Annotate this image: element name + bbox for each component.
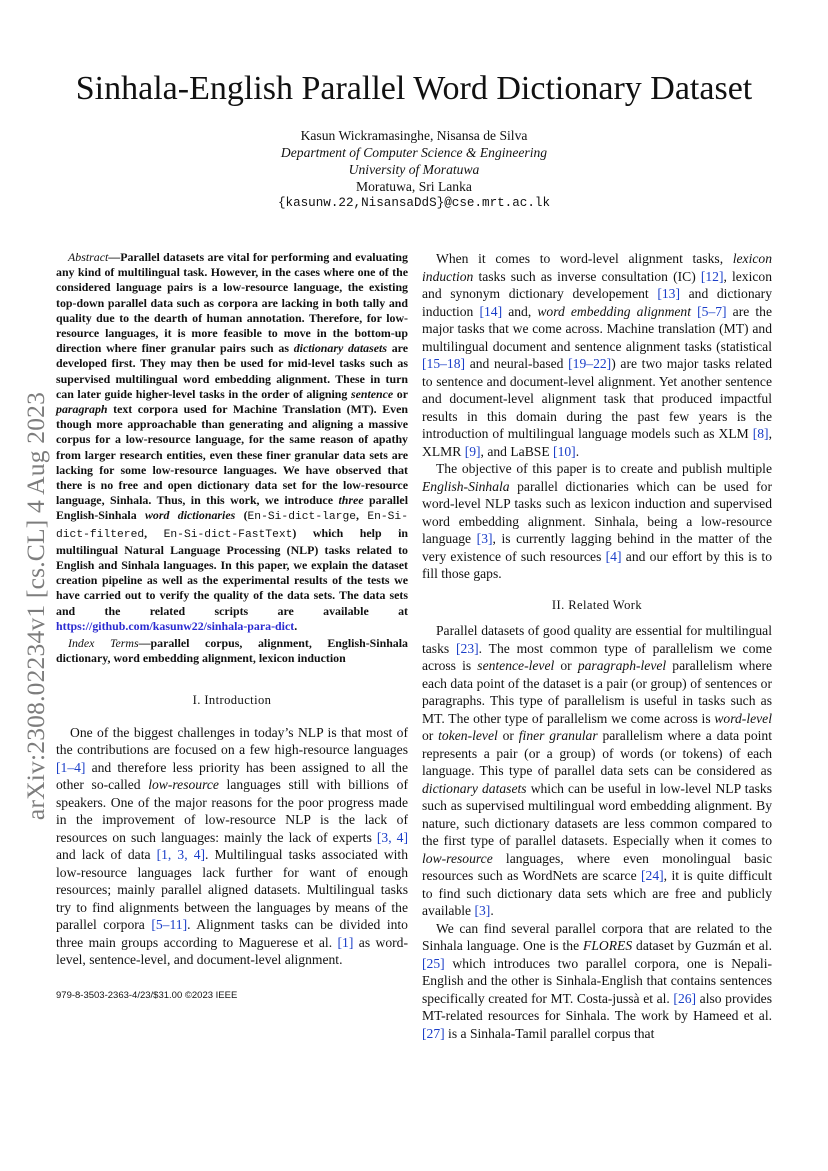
- section-heading-related-work: II. Related Work: [551, 597, 643, 612]
- body-text: parallel dictionaries which can be used for word-level NLP tasks such as lexicon induction and supervised word embedding alignment. Sinhala, being a low-resource language: [422, 478, 772, 546]
- section-heading-introduction: I. Introduction: [192, 693, 272, 708]
- citation-link[interactable]: [1]: [337, 934, 354, 950]
- body-text: parallelism where each data point of the dataset is a pair (or group) of sentences or paragraphs. This type of parallelism is useful in tasks such as MT. The other type of parallelism we come across is: [422, 658, 773, 726]
- dataset-name: En-Si-dict-large: [247, 511, 356, 524]
- body-text: also provides MT-related resources for Sinhala. The work by Hameed et al.: [422, 990, 772, 1023]
- body-text: which can be useful in low-level NLP tasks such as supervised multilingual word embedding alignment. By nature, such dictionary datasets are less common compared to the first type of parallel datasets. Especially when it comes to: [422, 780, 772, 848]
- index-terms-text: —parallel corpus, alignment, English-Sinhala dictionary, word embedding alignment, lexicon induction: [56, 636, 408, 666]
- citation-link[interactable]: [5–7]: [697, 303, 727, 319]
- body-text: ) are two major tasks related to sentence and document-level alignment. Yet another sentence and document-level alignment task that produced impactful results in this domain during the past few years is the introduction of multilingual language models such as XLM: [422, 356, 772, 441]
- body-text: .: [575, 443, 580, 459]
- author-department: Department of Computer Science & Engineering: [280, 145, 548, 160]
- citation-link[interactable]: [1–4]: [56, 759, 86, 775]
- body-emphasis: dictionary datasets: [422, 780, 527, 796]
- body-text: . The most common type of parallelism we come across is: [422, 640, 772, 673]
- body-emphasis: finer granular: [518, 728, 598, 743]
- author-location: Moratuwa, Sri Lanka: [356, 179, 472, 194]
- citation-link[interactable]: [27]: [422, 1025, 445, 1041]
- body-emphasis: sentence-level: [477, 658, 555, 673]
- body-text: , and LaBSE: [480, 443, 554, 459]
- body-text: , is currently lagging behind in the matter of the very existence of such resources: [422, 531, 772, 564]
- body-text: languages still with billions of speakers. One of the major reasons for the poor progress made in the improvement of low-resource NLP is the lack of resources on such languages: mainly the lack of experts: [56, 777, 409, 845]
- body-text: tasks such as inverse consultation (IC): [473, 268, 701, 284]
- body-text: . Alignment tasks can be divided into three main groups according to Maguerese et al.: [56, 917, 408, 950]
- body-text: and,: [502, 303, 538, 319]
- index-terms: [56, 636, 408, 666]
- body-text: dataset by Guzmán et al.: [632, 938, 772, 953]
- body-text: and our effort by this is to fill those gaps.: [422, 548, 772, 581]
- body-paragraph: [422, 250, 772, 460]
- body-text: and neural-based: [465, 356, 569, 371]
- body-text: or: [554, 658, 578, 673]
- intro-paragraph: [56, 724, 408, 969]
- body-text: is a Sinhala-Tamil parallel corpus that: [444, 1025, 655, 1041]
- author-names: Kasun Wickramasinghe, Nisansa de Silva: [300, 128, 528, 143]
- body-emphasis: paragraph-level: [577, 658, 667, 673]
- right-column: [422, 250, 772, 1042]
- citation-link[interactable]: [1, 3, 4]: [156, 847, 206, 863]
- author-university: University of Moratuwa: [348, 162, 480, 177]
- body-text: and dictionary induction: [422, 286, 772, 319]
- abstract-text: ,: [356, 508, 368, 523]
- abstract-text: .: [294, 618, 298, 633]
- abstract-emphasis: sentence: [350, 386, 394, 401]
- body-text: We can find several parallel corpora that are related to the Sinhala language. One is the: [422, 920, 772, 953]
- citation-link[interactable]: [25]: [422, 955, 445, 971]
- body-text: , it is quite difficult to find such dictionary data sets which are free and publicly available: [422, 868, 772, 918]
- abstract-emphasis: three: [338, 493, 364, 508]
- dataset-name: En-Si-dict-FastText: [163, 528, 293, 541]
- citation-link[interactable]: [15–18]: [422, 356, 466, 371]
- citation-link[interactable]: [9]: [464, 443, 481, 459]
- body-text: When it comes to word-level alignment tasks,: [436, 251, 733, 266]
- body-text: as word-level, sentence-level, and document-level alignment.: [56, 934, 408, 968]
- body-emphasis: English-Sinhala: [422, 478, 510, 494]
- body-text: The objective of this paper is to create and publish multiple: [436, 461, 772, 476]
- citation-link[interactable]: [5–11]: [151, 917, 188, 933]
- citation-link[interactable]: [14]: [479, 303, 503, 319]
- abstract-text: ,: [144, 525, 164, 540]
- body-text: parallelism where a data point represents a pair (or a group) of words (or tokens) of each language. This type of parallel data sets can be considered as: [422, 728, 772, 778]
- citation-link[interactable]: [3]: [474, 903, 491, 918]
- citation-link[interactable]: [8]: [752, 426, 769, 441]
- body-text: or: [422, 728, 439, 743]
- body-paragraph: [422, 622, 772, 920]
- author-block: [100, 127, 728, 212]
- index-terms-lead: Index Terms: [68, 636, 139, 651]
- body-emphasis: FLORES: [583, 938, 633, 953]
- body-emphasis: lexicon induction: [422, 251, 772, 284]
- body-emphasis: low-resource: [422, 850, 493, 866]
- dataset-name: En-Si-dict-filtered: [56, 511, 408, 541]
- arxiv-identifier: arXiv:2308.02234v1 [cs.CL] 4 Aug 2023: [21, 391, 50, 821]
- body-text: are the major tasks that we come across. Machine translation (MT) and multilingual document and sentence alignment tasks (statistical: [422, 303, 772, 354]
- abstract-text: —Parallel datasets are vital for performing and evaluating any kind of multilingual task. However, in the cases where one of the considered language pairs is a low-resource language, the existing top-down parallel data such as corpora are lacking in both tally and quality due to the dearth of human annotation. Therefore, for low-resource languages, it is more feasible to move in the bottom-up direction where finer granular pairs such as: [56, 250, 408, 356]
- citation-link[interactable]: [12]: [700, 268, 724, 284]
- citation-link[interactable]: [19–22]: [568, 356, 612, 371]
- body-text: and lack of data: [56, 847, 157, 863]
- body-text: , lexicon and synonym dictionary developement: [422, 268, 772, 301]
- body-text: languages, where even monolingual basic resources such as WordNets are scarce: [422, 850, 772, 883]
- body-emphasis: word-level: [714, 710, 772, 726]
- body-emphasis: low-resource: [148, 777, 219, 793]
- citation-link[interactable]: [26]: [673, 990, 697, 1006]
- abstract-lead: Abstract: [68, 250, 109, 264]
- abstract-text: text corpora used for Machine Translation (MT). Even though more approachable than generating and aligning a massive corpus for a low-resource language, for the same reason of apathy from larger research entities, even these finer granular data sets are lacking for some low-resource languages. We have observed that there is no free and open dictionary data set for the low-resource language, Sinhala. Thus, in this work, we introduce: [56, 402, 408, 508]
- author-email: {kasunw.22,NisansaDdS}@cse.mrt.ac.lk: [277, 196, 551, 210]
- abstract-text: are developed first. They may then be used for mid-level tasks such as supervised multilingual word embedding alignment. These in turn can later guide higher-level tasks in the order of aligning: [56, 341, 408, 401]
- paper-title: Sinhala-English Parallel Word Dictionary Dataset: [75, 70, 753, 107]
- abstract: [56, 250, 408, 634]
- body-text: One of the biggest challenges in today’s NLP is that most of the contributions are focused on a few high-resource languages: [56, 724, 408, 758]
- abstract-emphasis: paragraph: [56, 402, 108, 417]
- body-emphasis: token-level: [438, 728, 498, 743]
- body-text: and therefore less priority has been assigned to all the other so-called: [56, 759, 408, 793]
- abstract-text: ) which help in multilingual Natural Language Processing (NLP) tasks related to English and Sinhala languages. In this paper, we explain the dataset creation pipeline as well as the experimental results of the tests we have carried out to verify the quality of the data sets. The data sets and the related scripts are available at: [56, 525, 408, 618]
- body-text: .: [490, 903, 494, 918]
- citation-link[interactable]: [13]: [657, 286, 680, 301]
- citation-link[interactable]: [23]: [456, 640, 479, 656]
- citation-link[interactable]: [3]: [476, 531, 493, 546]
- left-column: [56, 250, 408, 969]
- citation-link[interactable]: [10]: [553, 443, 576, 459]
- abstract-emphasis: dictionary datasets: [293, 341, 387, 356]
- citation-link[interactable]: [4]: [605, 548, 622, 564]
- abstract-text: or: [393, 386, 408, 401]
- github-link[interactable]: https://github.com/kasunw22/sinhala-para-dict: [56, 618, 295, 633]
- citation-link[interactable]: [24]: [641, 868, 664, 883]
- body-text: which introduces two parallel corpora, one is Nepali-English and the other is Sinhala-English that contains sentences specifically created for MT. Costa-jussà et al.: [422, 955, 772, 1006]
- copyright-footnote: 979-8-3503-2363-4/23/$31.00 ©2023 IEEE: [56, 990, 238, 1001]
- abstract-text: parallel English-Sinhala: [56, 493, 408, 523]
- body-text: . Multilingual tasks associated with low-resource languages lack further for want of enough resources; mainly parallel aligned datasets. Multilingual tasks try to find alignments between the languages by means of the parallel corpora: [56, 847, 408, 933]
- body-paragraph: [422, 460, 772, 583]
- body-text: Parallel datasets of good quality are essential for multilingual tasks: [422, 623, 772, 656]
- body-paragraph: [422, 920, 772, 1043]
- abstract-text: (: [235, 508, 248, 523]
- citation-link[interactable]: [3, 4]: [376, 829, 408, 845]
- body-emphasis: word embedding alignment: [537, 303, 692, 319]
- body-text: or: [497, 728, 519, 743]
- body-text: , XLMR: [422, 426, 772, 459]
- abstract-emphasis: word dictionaries: [144, 508, 236, 523]
